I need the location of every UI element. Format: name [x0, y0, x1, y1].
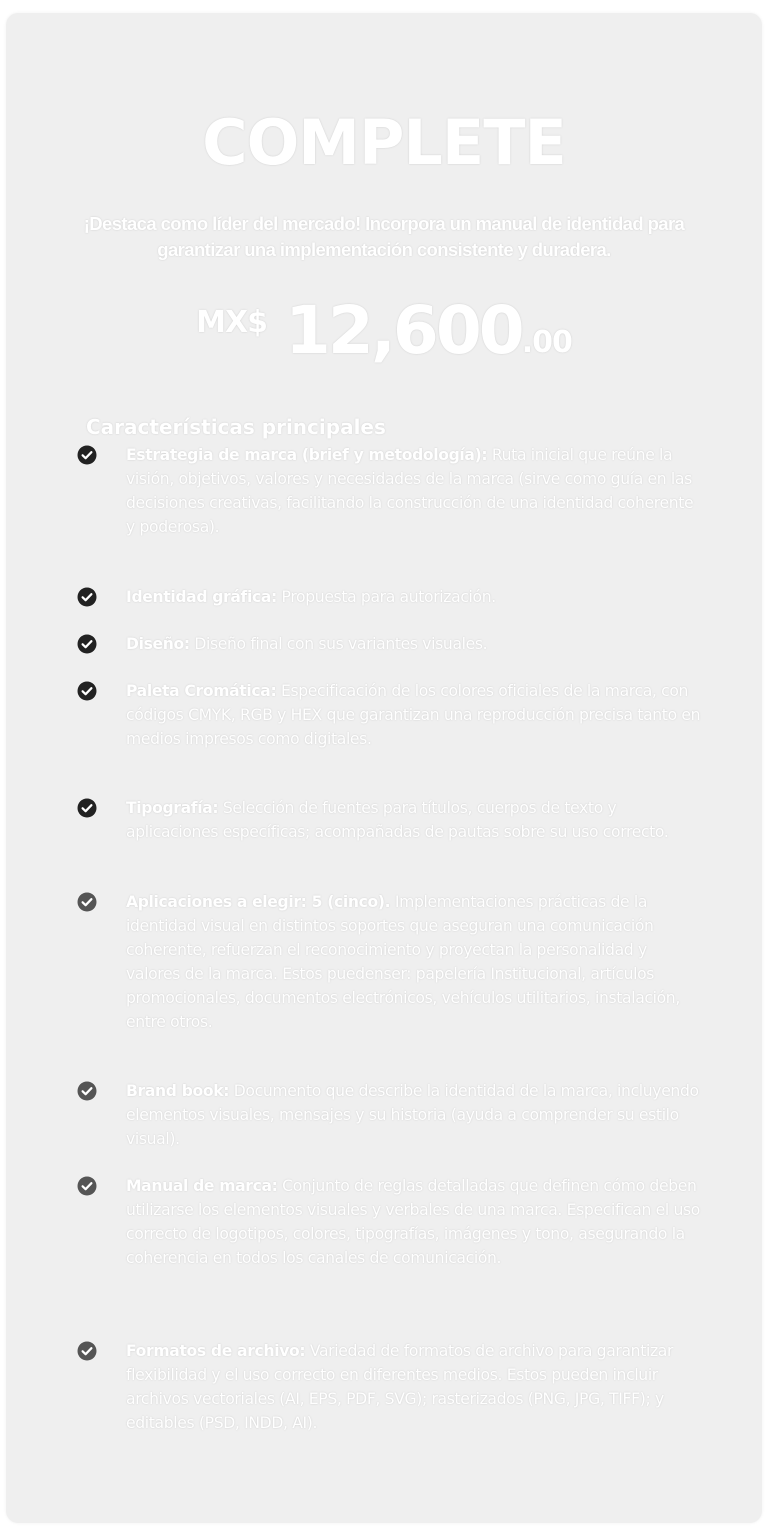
feature-description: Especificación de los colores oficiales de la marca, con códigos CMYK, RGB y HEX que garantizan una reproducción precisa tanto en medios impresos como digitales. — [126, 682, 701, 748]
check-circle-icon — [77, 681, 97, 701]
feature-text — [126, 1174, 704, 1270]
feature-text — [126, 585, 704, 609]
plan-subtitle: ¡Destaca como líder del mercado! Incorpora un manual de identidad para garantizar una implementación consistente y duradera. — [83, 213, 685, 260]
check-circle-icon — [77, 798, 97, 818]
feature-label: Tipografía: — [126, 799, 219, 817]
check-circle-icon — [77, 892, 97, 912]
feature-label: Aplicaciones a elegir: 5 (cinco). — [126, 893, 391, 911]
check-circle-icon — [77, 587, 97, 607]
feature-description: Implementaciones prácticas de la identidad visual en distintos soportes que aseguran una comunicación coherente, refuerzan el reconocimiento y proyectan la personalidad y valores de la marca. Estos puedenser: papelería Institucional, artículos promocionales, documentos electrónicos, vehículos utilitarios, instalación, entre otros. — [126, 893, 680, 1031]
price-amount: 12,600 — [285, 292, 522, 369]
feature-text — [126, 890, 704, 1034]
feature-description: Selección de fuentes para títulos, cuerpos de texto y aplicaciones específicas; acompañadas de pautas sobre su uso correcto. — [126, 799, 669, 841]
feature-text — [126, 632, 704, 656]
feature-description: Conjunto de reglas detalladas que definen cómo deben utilizarse los elementos visuales y verbales de una marca. Especifican el uso correcto de logotipos, colores, tipografías, imágenes y tono, asegurando la coherencia en todos los canales de comunicación. — [126, 1177, 700, 1267]
feature-label: Manual de marca: — [126, 1177, 278, 1195]
check-circle-icon — [77, 1176, 97, 1196]
plan-title: COMPLETE — [202, 106, 566, 179]
check-circle-icon — [77, 1081, 97, 1101]
price-cents: .00 — [521, 325, 572, 360]
feature-label: Brand book: — [126, 1082, 230, 1100]
price-currency: MX$ — [196, 305, 267, 340]
feature-text — [126, 679, 704, 751]
pricing-card — [6, 13, 762, 1523]
check-circle-icon — [77, 634, 97, 654]
features-title: Características principales — [86, 415, 386, 439]
check-circle-icon — [77, 445, 97, 465]
feature-text — [126, 1339, 704, 1435]
feature-description: Diseño final con sus variantes visuales. — [189, 635, 488, 653]
feature-label: Identidad gráfica: — [126, 588, 277, 606]
feature-description: Ruta inicial que reúne la visión, objetivos, valores y necesidades de la marca (sirve como guía en las decisiones creativas, facilitando la construcción de una identidad coherente y poderosa). — [126, 446, 694, 536]
feature-label: Paleta Cromática: — [126, 682, 277, 700]
feature-label: Formatos de archivo: — [126, 1342, 306, 1360]
plan-price — [6, 292, 762, 375]
feature-label: Diseño: — [126, 635, 190, 653]
feature-description: Variedad de formatos de archivo para garantizar flexibilidad y el uso correcto en diferentes medios. Estos pueden incluir archivos vectoriales (AI, EPS, PDF, SVG); rasterizados (PNG, JPG, TIFF); y editables (PSD, INDD, AI). — [126, 1342, 674, 1432]
feature-text — [126, 443, 704, 539]
feature-text — [126, 1079, 704, 1151]
feature-description: Propuesta para autorización. — [276, 588, 496, 606]
feature-label: Estrategia de marca (brief y metodología): — [126, 446, 488, 464]
check-circle-icon — [77, 1341, 97, 1361]
feature-text — [126, 796, 704, 844]
feature-description: Documento que describe la identidad de la marca, incluyendo elementos visuales, mensajes y su historia (ayuda a comprender su estilo visual). — [126, 1082, 699, 1148]
